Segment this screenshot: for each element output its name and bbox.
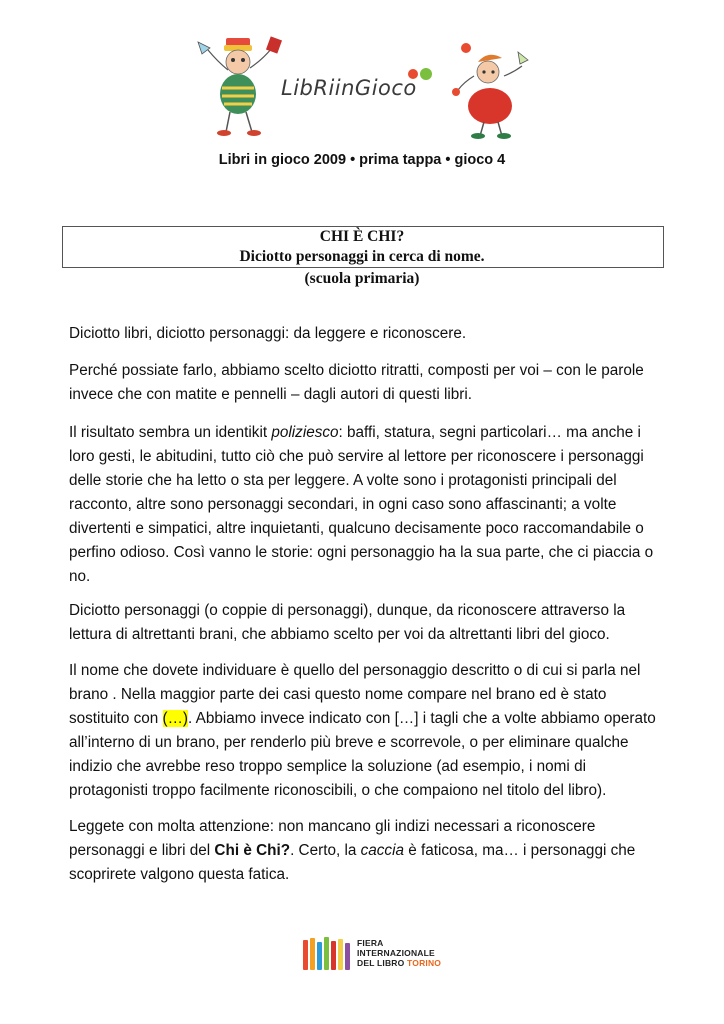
title-line-3: (scuola primaria) [304, 270, 420, 287]
paragraph-6 [69, 815, 669, 887]
paragraph-3-text [69, 421, 669, 589]
paragraph-6-text [69, 815, 669, 887]
paragraph-4 [69, 599, 669, 647]
paragraph-5-part-c: . Abbiamo invece indicato con […] i tagli che a volte abbiamo operato all’interno di un brano, per renderlo più breve e scorrevole, o per eliminare qualche indizio che avrebbe reso troppo semplice la soluzione (ad esempio, i nomi di protagonisti troppo facilmente riconoscibili, o che compaiono nel titolo del libro). [69, 710, 656, 799]
paragraph-4-text: Diciotto personaggi (o coppie di personaggi), dunque, da riconoscere attraverso la lettura di altrettanti brani, che abbiamo scelto per voi da altrettanti libri del gioco. [69, 602, 626, 643]
paragraph-3-part-a: Il risultato sembra un identikit [69, 424, 272, 441]
right-character-illustration [452, 43, 528, 139]
footer-line-3 [357, 958, 441, 968]
left-character-illustration [198, 36, 282, 136]
paragraph-5-part-a: Il nome che dovete individuare è quello del personaggio descritto o di cui si parla nel brano . Nella maggior parte dei casi questo nome compare nel brano ed è stato sostituito con [69, 662, 641, 727]
paragraph-6-part-a: Leggete con molta attenzione: non mancano gli indizi necessari a riconoscere personaggi e libri del [69, 818, 596, 859]
paragraph-6-bold: Chi è Chi? [214, 842, 291, 859]
paragraph-2-text: Perché possiate farlo, abbiamo scelto diciotto ritratti, composti per voi – con le parole invece che con matite e pennelli – dagli autori di questi libri. [69, 362, 644, 403]
paragraph-5-text [69, 659, 669, 803]
paragraph-1 [69, 322, 669, 346]
title-line-2: Diciotto personaggi in cerca di nome. [239, 248, 485, 265]
paragraph-5 [69, 659, 669, 803]
paragraph-1-text: Diciotto libri, diciotto personaggi: da leggere e riconoscere. [69, 325, 467, 342]
colored-books-icon [302, 936, 356, 972]
footer-torino: TORINO [407, 958, 442, 968]
logo-text: LibRiinGioco [281, 76, 417, 100]
paragraph-3 [69, 421, 669, 589]
paragraph-6-part-c: . Certo, la [290, 842, 361, 859]
highlighted-placeholder: (…) [162, 710, 189, 727]
paragraph-6-italic: caccia [360, 842, 404, 859]
paragraph-6-part-e: è faticosa, ma… i personaggi che scoprirete valgono questa fatica. [69, 842, 636, 883]
paragraph-3-part-c: : baffi, statura, segni particolari… ma anche i loro gesti, le abitudini, tutto ciò che può servire al lettore per riconoscere i personaggi delle storie che ha letto o sta per leggere. A volte sono i protagonisti principali del racconto, altre sono personaggi secondari, in ogni caso sono affascinanti; a volte divertenti e simpatici, altre inquietanti, qualcuno decisamente poco raccomandabile o perfino odioso. Così vanno le storie: ogni personaggio ha la sua parte, che ci piaccia o no. [69, 424, 654, 585]
footer-line-2: INTERNAZIONALE [357, 948, 435, 958]
paragraph-2 [69, 359, 669, 407]
paragraph-3-italic: poliziesco [271, 424, 339, 441]
fiera-libro-torino-logo [302, 936, 442, 972]
document-subtitle: Libri in gioco 2009 • prima tappa • gioco 4 [218, 152, 506, 168]
fiera-text [357, 938, 441, 968]
title-line-1: CHI È CHI? [319, 228, 405, 245]
footer-line-1: FIERA [357, 938, 384, 948]
libri-in-gioco-logo [188, 32, 533, 140]
footer-line-3a: DEL LIBRO [357, 958, 408, 968]
